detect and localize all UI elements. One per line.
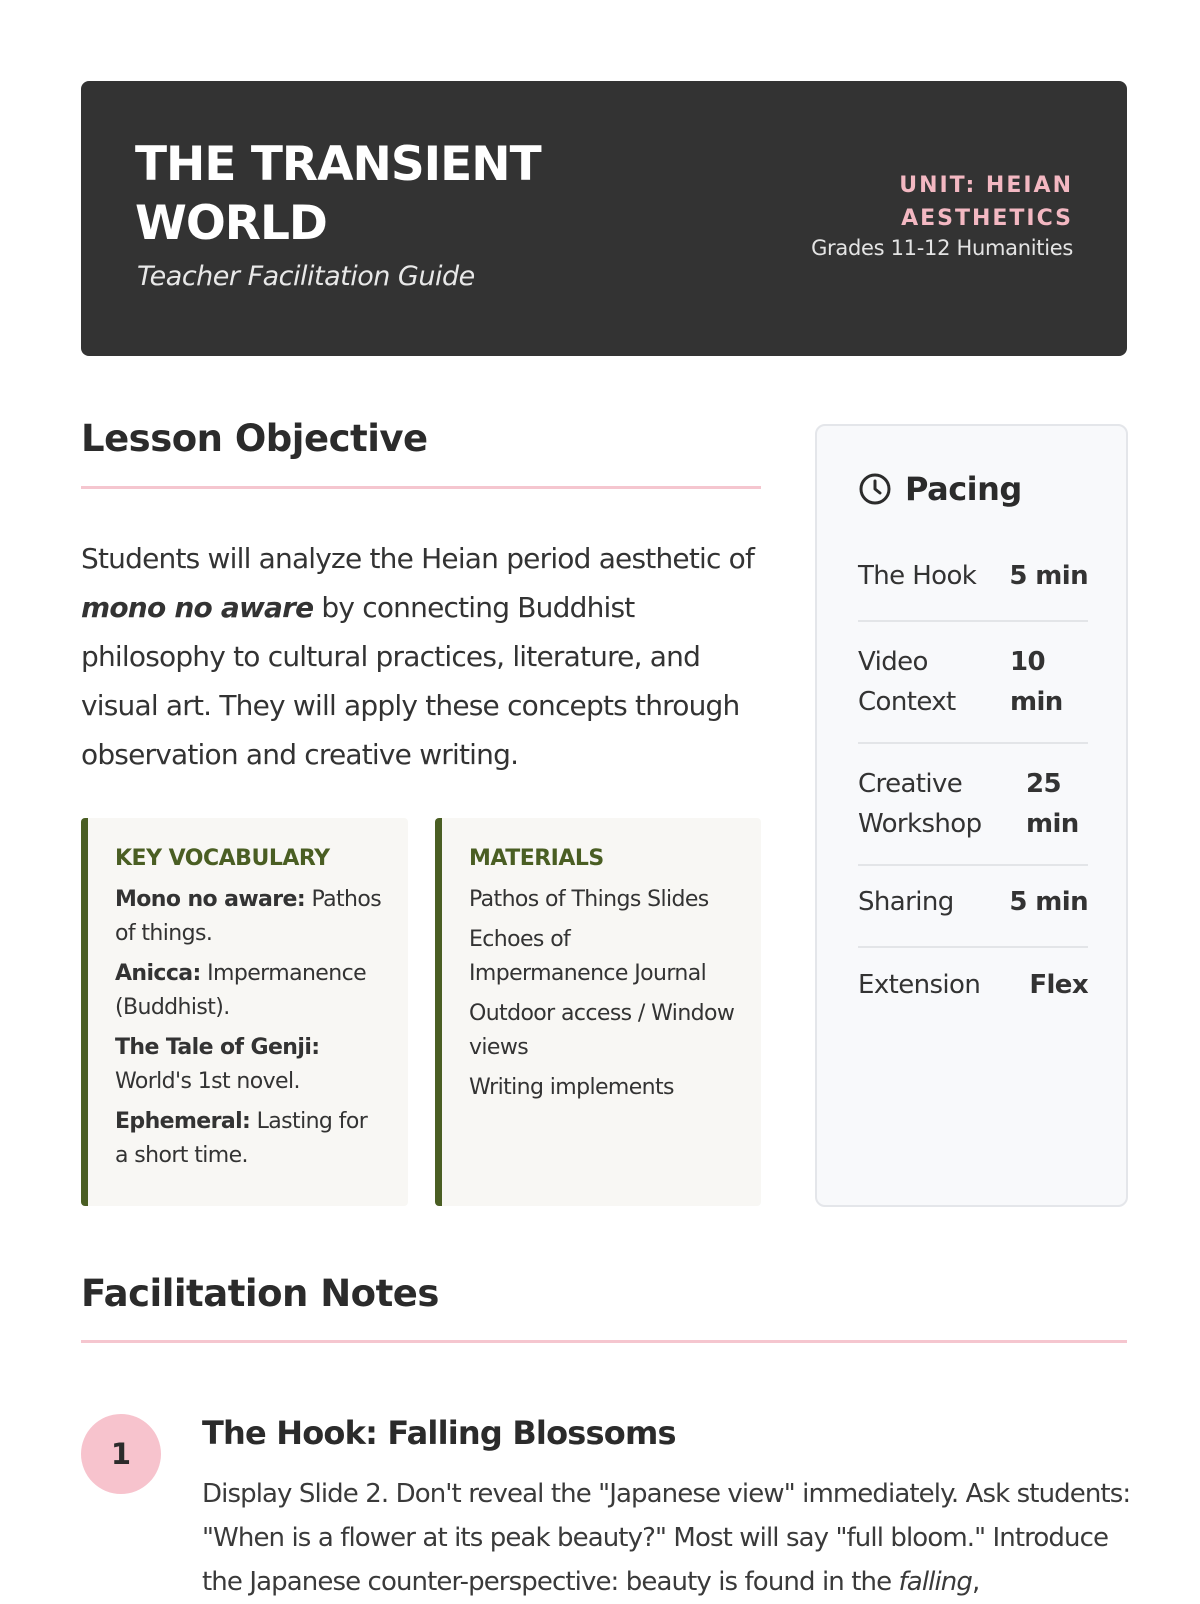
materials-item: Echoes of Impermanence Journal <box>469 927 707 986</box>
step-number-badge: 1 <box>81 1414 161 1494</box>
unit-label: UNIT: HEIAN AESTHETICS <box>899 173 1073 231</box>
facilitation-notes-divider <box>81 1340 1127 1343</box>
page-title: THE TRANSIENT WORLD <box>135 137 541 251</box>
vocabulary-definition: Lasting for a short time. <box>115 1109 368 1168</box>
vocabulary-term: Ephemeral: <box>115 1109 251 1134</box>
lesson-objective-divider <box>81 486 761 489</box>
vocabulary-term: Anicca: <box>115 961 201 986</box>
pacing-row <box>858 540 1088 622</box>
materials-title: MATERIALS <box>469 846 604 871</box>
pacing-duration: 5 min <box>1009 887 1088 917</box>
vocabulary-term: Mono no aware: <box>115 887 306 912</box>
vocabulary-term: The Tale of Genji: <box>115 1035 320 1060</box>
pacing-list <box>858 540 1088 1030</box>
materials-item: Pathos of Things Slides <box>469 887 709 912</box>
vocabulary-list <box>115 883 382 1173</box>
lesson-objective-heading: Lesson Objective <box>81 417 428 460</box>
materials-card <box>435 818 761 1206</box>
key-vocabulary-card <box>81 818 408 1206</box>
vocabulary-definition: World's 1st novel. <box>115 1069 300 1094</box>
pacing-header <box>858 470 1022 508</box>
pacing-duration: Flex <box>1029 970 1088 1000</box>
materials-item: Writing implements <box>469 1075 674 1100</box>
lesson-objective-text <box>81 534 761 779</box>
pacing-activity: Video Context <box>858 647 956 717</box>
header-banner <box>81 81 1127 356</box>
pacing-duration: 10 min <box>1010 647 1063 717</box>
vocabulary-item <box>115 957 382 1025</box>
vocabulary-definition: Pathos of things. <box>115 887 382 946</box>
clock-icon <box>858 472 892 506</box>
pacing-sidebar <box>815 424 1128 1207</box>
step-title: The Hook: Falling Blossoms <box>202 1414 676 1452</box>
objective-text-end: by connecting Buddhist philosophy to cultural practices, literature, and visual art. They will apply these concepts through observation and creative writing. <box>81 591 740 771</box>
pacing-activity: The Hook <box>858 561 977 591</box>
key-vocabulary-title: KEY VOCABULARY <box>115 846 330 871</box>
objective-text-start: Students will analyze the Heian period aesthetic of <box>81 542 755 575</box>
pacing-row <box>858 948 1088 1030</box>
vocabulary-item <box>115 1031 382 1099</box>
vocabulary-definition: Impermanence (Buddhist). <box>115 961 367 1020</box>
pacing-activity: Sharing <box>858 887 954 917</box>
pacing-activity: Extension <box>858 970 981 1000</box>
objective-emphasis: mono no aware <box>81 591 314 624</box>
pacing-activity: Creative Workshop <box>858 769 982 839</box>
materials-list <box>469 883 735 1105</box>
facilitation-notes-heading: Facilitation Notes <box>81 1272 439 1315</box>
materials-item: Outdoor access / Window views <box>469 1001 735 1060</box>
vocabulary-item <box>115 883 382 951</box>
pacing-duration: 25 min <box>1026 769 1079 839</box>
pacing-title: Pacing <box>905 470 1022 508</box>
step-text-start: Display Slide 2. Don't reveal the "Japanese view" immediately. Ask students: "When is a flower at its peak beauty?" Most will say "full bloom." Introduce the Japanese counter-perspective: beauty is found in the <box>202 1479 1131 1597</box>
grades-label: Grades 11-12 Humanities <box>811 236 1073 260</box>
step-emphasis: falling <box>898 1567 972 1597</box>
step-description <box>202 1472 1132 1604</box>
pacing-row <box>858 866 1088 948</box>
pacing-duration: 5 min <box>1009 561 1088 591</box>
pacing-row <box>858 622 1088 744</box>
pacing-row <box>858 744 1088 866</box>
vocabulary-item <box>115 1105 382 1173</box>
step-text-end: , <box>972 1567 980 1597</box>
page-subtitle: Teacher Facilitation Guide <box>137 261 475 292</box>
